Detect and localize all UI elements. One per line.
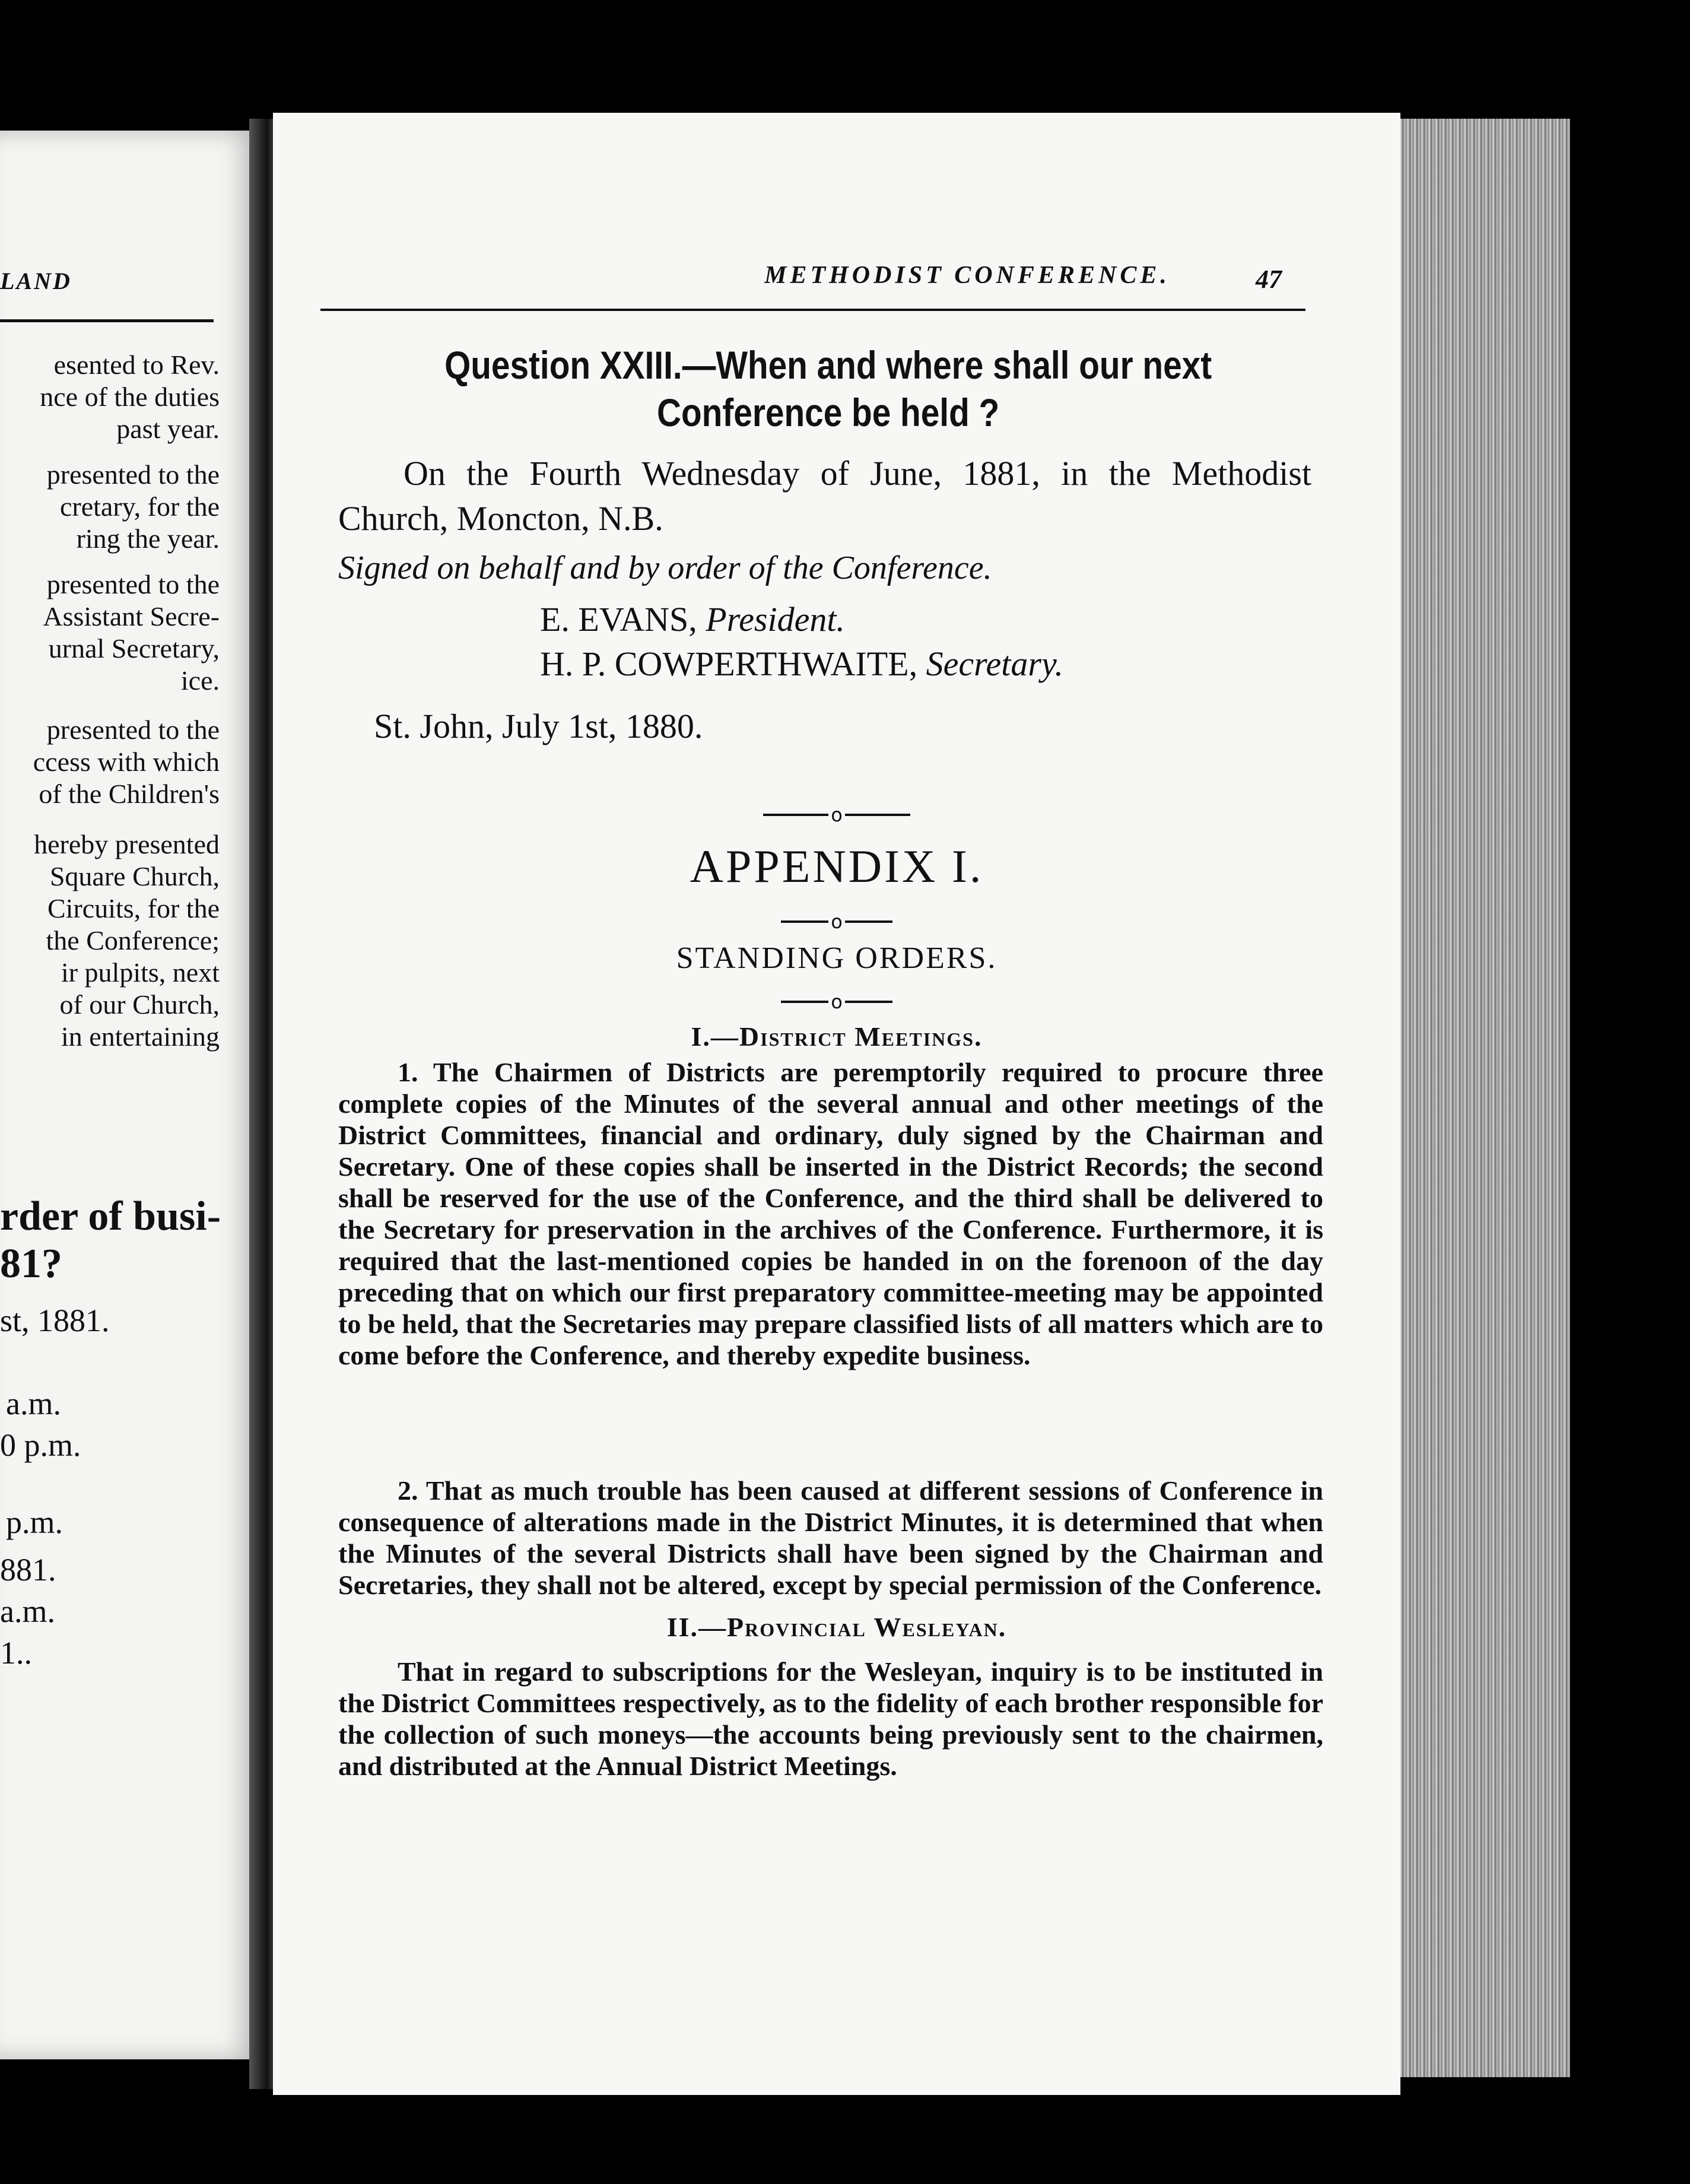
left-line: hereby presented (34, 829, 220, 859)
left-head-rule (0, 319, 214, 322)
left-line: ring the year. (76, 523, 220, 554)
left-line: ccess with which (33, 747, 220, 777)
left-line: ice. (180, 665, 220, 696)
divider-mark: o (831, 910, 843, 933)
left-line: cretary, for the (59, 491, 220, 522)
left-line: presented to the (46, 715, 220, 745)
divider-mark: o (831, 991, 843, 1013)
left-line: Assistant Secre- (43, 601, 220, 631)
left-line: nce of the duties (40, 382, 220, 412)
left-line: of our Church, (59, 989, 220, 1020)
paragraph-1 (338, 1056, 1323, 1371)
left-line: presented to the (46, 459, 220, 490)
page-number: 47 (1256, 265, 1282, 294)
left-line: Circuits, for the (47, 893, 220, 923)
left-line: Square Church, (49, 861, 220, 891)
secretary-name: H. P. COWPERTHWAITE, (540, 645, 918, 683)
left-page-fragment (0, 131, 261, 2059)
divider-1 (273, 804, 1400, 824)
paragraph-1-text: 1. The Chairmen of Districts are peremptorily required to procure three complete copies of the Minutes of the several annual and other meetings of the District Committees, financial and ordinary, duly signed by the Chairman and Secretary. One of these copies shall be inserted in the District Records; the second shall be reserved for the use of the Conference, and the third shall be delivered to the Secretary for preservation in the archives of the Conference. Furthermore, it is required that the last-mentioned copies be handed in on the forenoon of the day preceding that on which our first preparatory committee-meeting may be appointed to be held, that the Secretaries may prepare classified lists of all matters which are to come before the Conference, and thereby expedite business. (338, 1057, 1323, 1370)
left-running-head: LAND (0, 268, 72, 294)
signatory-secretary (540, 644, 1063, 684)
left-last-line: 1.. (0, 1635, 32, 1671)
left-line: of the Children's (39, 779, 220, 809)
left-year-line: 881. (0, 1552, 56, 1588)
left-time-line: 0 p.m. (0, 1427, 81, 1463)
left-line: esented to Rev. (53, 350, 220, 380)
left-time-line: a.m. (6, 1386, 61, 1421)
divider-2 (273, 911, 1400, 931)
secretary-title: Secretary. (926, 645, 1063, 683)
president-title: President. (706, 600, 845, 639)
left-order-line-2: 81? (0, 1241, 62, 1287)
meeting-paragraph: On the Fourth Wednesday of June, 1881, in the Methodist Church, Moncton, N.B. (338, 454, 1311, 538)
left-line: past year. (116, 414, 220, 444)
running-head: METHODIST CONFERENCE. (764, 262, 1170, 289)
president-name: E. EVANS, (540, 600, 697, 639)
signatory-president (540, 599, 845, 639)
signed-line: Signed on behalf and by order of the Conference. (338, 550, 992, 586)
section-heading-district-meetings: I.—District Meetings. (691, 1021, 983, 1052)
divider-mark: o (831, 804, 843, 826)
paragraph-2 (338, 1475, 1323, 1601)
right-page (273, 113, 1400, 2095)
left-time-line: p.m. (6, 1504, 63, 1540)
left-line: the Conference; (46, 925, 220, 956)
dateline: St. John, July 1st, 1880. (374, 707, 703, 745)
left-line: in entertaining (61, 1021, 220, 1052)
left-date-line: st, 1881. (0, 1303, 110, 1338)
question-heading (338, 341, 1318, 436)
left-line: presented to the (46, 569, 220, 599)
question-line-2: Conference be held ? (657, 391, 1000, 434)
left-line: ir pulpits, next (61, 957, 220, 988)
question-line-1: Question XXIII.—When and where shall our next (444, 343, 1212, 387)
left-line: urnal Secretary, (48, 633, 220, 664)
paragraph-2-text: 2. That as much trouble has been caused at different sessions of Conference in consequence of alterations made in the District Minutes, it is determined that when the Minutes of the several Districts shall have been signed by the Chairman and Secretaries, they shall not be altered, except by special permission of the Conference. (338, 1475, 1323, 1600)
standing-orders-heading: STANDING ORDERS. (676, 941, 998, 975)
paragraph-3 (338, 1656, 1323, 1782)
head-rule (320, 309, 1305, 311)
paragraph-3-text: That in regard to subscriptions for the Wesleyan, inquiry is to be instituted in the District Committees respectively, as to the fidelity of each brother responsible for the collection of such moneys—the accounts being previously sent to the chairmen, and distributed at the Annual District Meetings. (338, 1656, 1323, 1781)
divider-3 (273, 991, 1400, 1011)
appendix-title: APPENDIX I. (690, 840, 984, 892)
section-heading-provincial-wesleyan: II.—Provincial Wesleyan. (666, 1612, 1007, 1642)
page-edges (1389, 119, 1570, 2077)
left-order-line: rder of busi- (0, 1193, 221, 1239)
left-time-line: a.m. (0, 1593, 55, 1629)
